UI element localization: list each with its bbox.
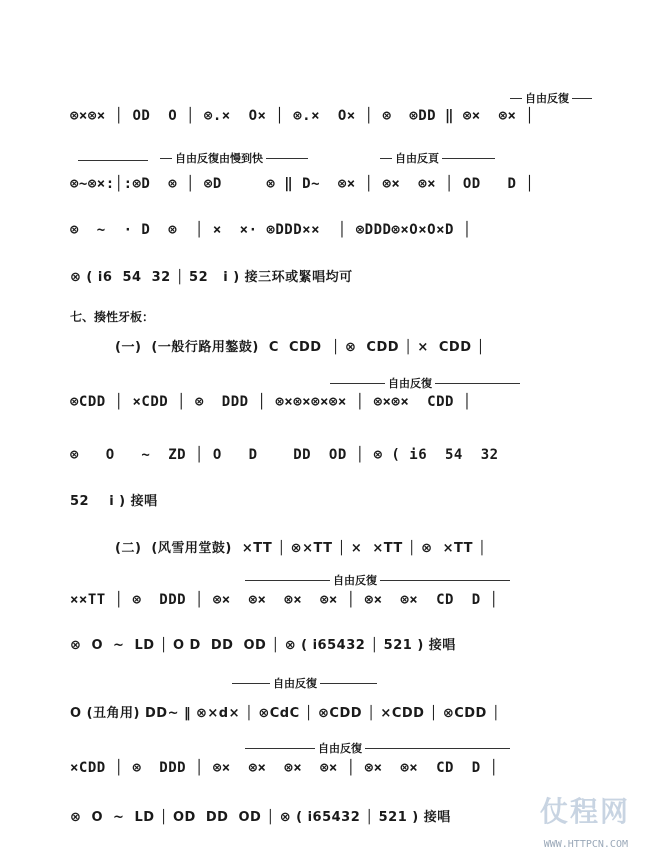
watermark-logo: 仗程网	[539, 795, 630, 828]
score-line-3: ⊗ ~ · D ⊗ │ × ×· ⊗DDD×× │ ⊗DDD⊗×O×O×D │	[70, 222, 472, 238]
repeat-annotation: 自由反復	[315, 740, 365, 756]
score-line-12: O (丑角用) DD~ ‖ ⊗×d× │ ⊗CdC │ ⊗CDD │ ×CDD │ ⊗CDD │	[70, 706, 501, 721]
score-line-11: ⊗ O ~ LD │ O D DD OD │ ⊗ ( i65432 │ 521 ) 接唱	[70, 638, 456, 653]
score-line-10: ××TT │ ⊗ DDD │ ⊗× ⊗× ⊗× ⊗× │ ⊗× ⊗× CD D │	[70, 592, 499, 608]
score-line-4: ⊗ ( i6 54 32 │ 52 i ) 接三环或緊唱均可	[70, 270, 353, 285]
watermark-url: WWW.HTTPCN.COM	[543, 839, 628, 850]
repeat-annotation: 自由反頁	[392, 150, 442, 166]
score-line-9: (二) (风雪用堂鼓) ×TT │ ⊗×TT │ × ×TT │ ⊗ ×TT │	[115, 541, 487, 556]
repeat-annotation: 自由反復	[385, 375, 435, 391]
score-line-8: 52 i ) 接唱	[70, 494, 158, 509]
repeat-bracket-line	[78, 160, 148, 161]
repeat-annotation: 自由反復由慢到快	[172, 150, 266, 166]
score-line-13: ×CDD │ ⊗ DDD │ ⊗× ⊗× ⊗× ⊗× │ ⊗× ⊗× CD D │	[70, 760, 499, 776]
repeat-annotation: 自由反復	[522, 90, 572, 106]
score-line-6: ⊗CDD │ ×CDD │ ⊗ DDD │ ⊗×⊗×⊗×⊗× │ ⊗×⊗× CDD │	[70, 394, 472, 410]
score-line-1: ⊗×⊗× │ OD O │ ⊗.× O× │ ⊗.× O× │ ⊗ ⊗DD ‖ ⊗× ⊗× │	[70, 108, 535, 124]
section-heading: 七、揍性牙板：	[70, 310, 155, 324]
repeat-annotation: 自由反復	[270, 675, 320, 691]
repeat-annotation: 自由反復	[330, 572, 380, 588]
score-line-5: (一) (一般行路用鏊鼓) C CDD │ ⊗ CDD │ × CDD │	[115, 340, 485, 355]
score-line-2: ⊗~⊗×:│:⊗D ⊗ │ ⊗D ⊗ ‖ D~ ⊗× │ ⊗× ⊗× │ OD D │	[70, 176, 535, 192]
repeat-bracket-line	[245, 748, 510, 749]
score-line-7: ⊗ O ~ ZD │ O D DD OD │ ⊗ ( i6 54 32	[70, 447, 499, 463]
score-line-14: ⊗ O ~ LD │ OD DD OD │ ⊗ ( i65432 │ 521 ) 接唱	[70, 810, 451, 825]
